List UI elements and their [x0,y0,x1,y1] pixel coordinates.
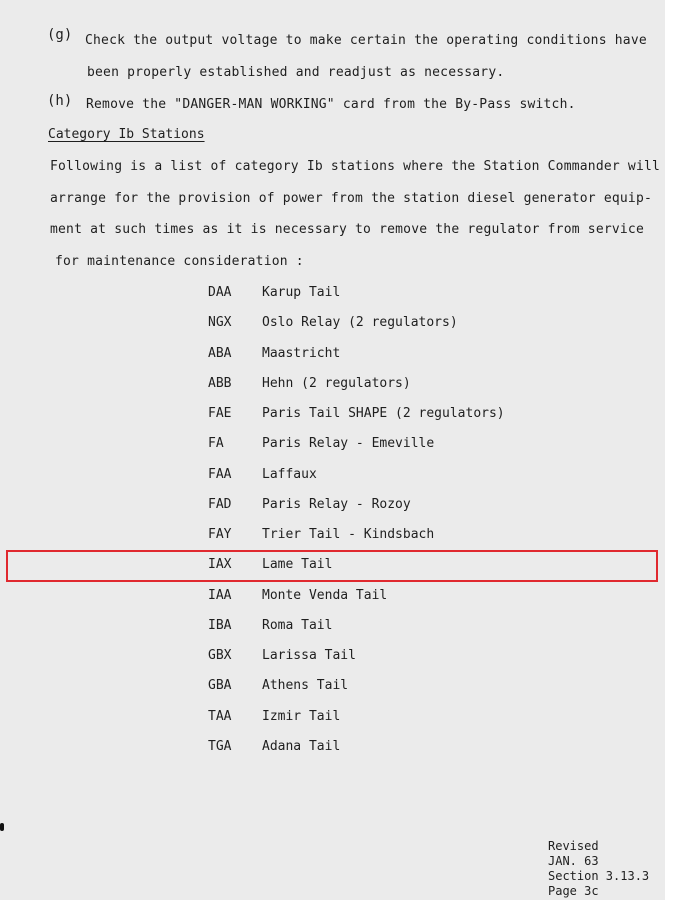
station-name: Paris Relay - Rozoy [262,496,411,512]
station-row [208,648,608,678]
station-name: Roma Tail [262,617,333,633]
page-margin [665,0,675,900]
station-row [208,436,608,466]
station-code: IAX [208,557,232,573]
station-name: Izmir Tail [262,708,341,724]
station-row [208,376,608,406]
station-row [208,709,608,739]
station-code: ABB [208,375,232,391]
station-row [208,467,608,497]
paragraph-line-3: ment at such times as it is necessary to remove the regulator from service [50,222,644,237]
station-row [208,739,608,769]
station-code: FA [208,436,224,452]
station-name: Karup Tail [262,285,341,300]
item-g-line-1: Check the output voltage to make certain the operating conditions have [85,33,647,48]
item-h-marker: (h) [47,93,73,109]
station-code: FAY [208,527,232,542]
paragraph-line-2: arrange for the provision of power from the station diesel generator equip- [50,191,652,206]
station-row [208,346,608,376]
item-h-line-1: Remove the "DANGER-MAN WORKING" card from the By-Pass switch. [86,97,576,112]
station-name: Oslo Relay (2 regulators) [262,315,458,331]
section-heading: Category Ib Stations [48,127,205,142]
station-code: TGA [208,738,232,754]
station-name: Laffaux [262,466,317,482]
station-code: FAE [208,406,232,421]
station-row [208,588,608,618]
footer-date: JAN. 63 [548,854,599,868]
station-name: Paris Tail SHAPE (2 regulators) [262,406,505,421]
station-row [208,678,608,708]
footer-revised: Revised [548,839,599,853]
station-name: Monte Venda Tail [262,587,388,603]
station-row [208,285,608,315]
paragraph-line-1: Following is a list of category Ib stations where the Station Commander will [50,159,661,174]
station-code: FAA [208,466,232,482]
station-code: DAA [208,285,232,300]
item-g-line-2: been properly established and readjust as necessary. [87,65,505,80]
station-list [208,285,608,769]
station-row [208,618,608,648]
station-code: ABA [208,345,232,361]
highlight-box [6,550,658,582]
station-name: Larissa Tail [262,648,356,663]
station-row [208,315,608,345]
station-code: NGX [208,315,232,331]
station-name: Paris Relay - Emeville [262,436,435,452]
footer-section: Section 3.13.3 [548,869,650,883]
station-code: IBA [208,617,232,633]
footer-page: Page 3c [548,884,599,898]
station-code: TAA [208,708,232,724]
station-row [208,497,608,527]
station-code: IAA [208,587,232,603]
station-name: Lame Tail [262,557,333,573]
station-name: Adana Tail [262,738,341,754]
station-row [208,406,608,436]
station-code: GBA [208,678,232,694]
station-name: Trier Tail - Kindsbach [262,527,435,542]
item-g-marker: (g) [47,27,73,43]
station-code: FAD [208,496,232,512]
station-code: GBX [208,648,232,663]
paragraph-line-4: for maintenance consideration : [55,254,304,269]
station-name: Athens Tail [262,678,349,694]
station-name: Hehn (2 regulators) [262,375,411,391]
station-name: Maastricht [262,345,341,361]
revision-footer [548,839,649,899]
ink-mark [0,823,4,831]
